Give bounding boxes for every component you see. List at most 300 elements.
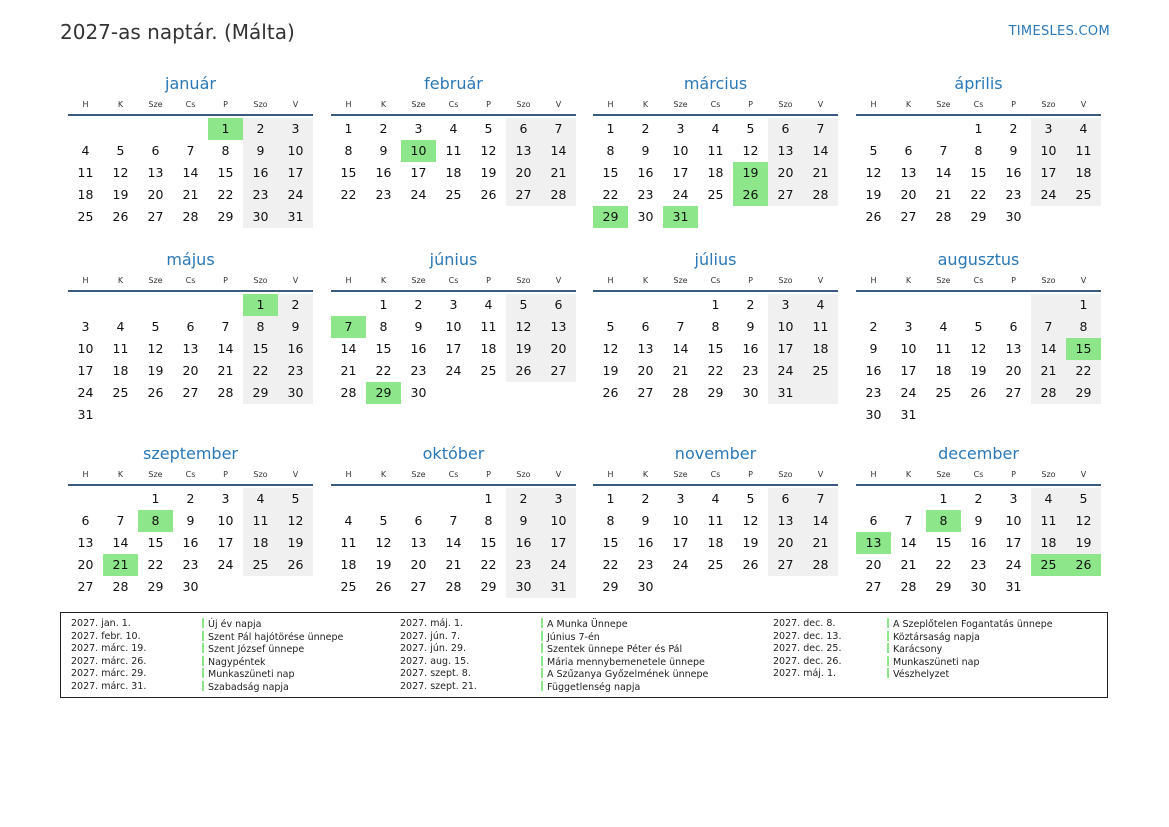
day-cell[interactable]: 23 [637, 187, 654, 202]
day-cell[interactable]: 11 [1040, 513, 1057, 528]
day-cell[interactable]: 5 [116, 143, 125, 158]
day-cell[interactable]: 9 [414, 319, 423, 334]
day-cell[interactable]: 4 [81, 143, 90, 158]
day-cell[interactable]: 28 [550, 187, 567, 202]
day-cell[interactable]: 8 [974, 143, 983, 158]
day-cell[interactable]: 28 [812, 557, 829, 572]
day-cell[interactable]: 15 [375, 341, 392, 356]
day-cell[interactable]: 27 [515, 187, 532, 202]
day-cell[interactable]: 27 [147, 209, 164, 224]
day-cell[interactable]: 9 [746, 319, 755, 334]
site-link[interactable]: TIMESLES.COM [1008, 24, 1110, 39]
day-cell[interactable]: 6 [869, 513, 878, 528]
day-cell[interactable]: 3 [449, 297, 458, 312]
day-cell[interactable]: 26 [287, 557, 304, 572]
day-cell[interactable]: 28 [1040, 385, 1057, 400]
day-cell[interactable]: 28 [672, 385, 689, 400]
day-cell[interactable]: 8 [221, 143, 230, 158]
day-cell[interactable]: 31 [550, 579, 567, 594]
day-cell[interactable]: 5 [974, 319, 983, 334]
day-cell[interactable]: 12 [112, 165, 129, 180]
day-cell[interactable]: 12 [602, 341, 619, 356]
day-cell[interactable]: 25 [77, 209, 94, 224]
day-cell[interactable]: 18 [112, 363, 129, 378]
day-cell[interactable]: 21 [935, 187, 952, 202]
day-cell[interactable]: 7 [449, 513, 458, 528]
day-cell[interactable]: 12 [515, 319, 532, 334]
day-cell[interactable]: 2 [519, 491, 528, 506]
day-cell[interactable]: 18 [1075, 165, 1092, 180]
day-cell[interactable]: 7 [554, 121, 563, 136]
day-cell[interactable]: 23 [1005, 187, 1022, 202]
day-cell[interactable]: 2 [414, 297, 423, 312]
day-cell[interactable]: 18 [707, 165, 724, 180]
day-cell[interactable]: 8 [379, 319, 388, 334]
day-cell[interactable]: 27 [865, 579, 882, 594]
day-cell[interactable]: 10 [550, 513, 567, 528]
day-cell[interactable]: 1 [711, 297, 720, 312]
day-cell[interactable]: 20 [77, 557, 94, 572]
day-cell[interactable]: 3 [221, 491, 230, 506]
day-cell[interactable]: 17 [1040, 165, 1057, 180]
day-cell[interactable]: 25 [812, 363, 829, 378]
day-cell[interactable]: 5 [519, 297, 528, 312]
holiday-day-cell[interactable]: 15 [1066, 338, 1101, 360]
day-cell[interactable]: 17 [1005, 535, 1022, 550]
day-cell[interactable]: 2 [291, 297, 300, 312]
day-cell[interactable]: 11 [707, 143, 724, 158]
day-cell[interactable]: 29 [1075, 385, 1092, 400]
day-cell[interactable]: 13 [550, 319, 567, 334]
day-cell[interactable]: 24 [1040, 187, 1057, 202]
day-cell[interactable]: 2 [379, 121, 388, 136]
day-cell[interactable]: 9 [186, 513, 195, 528]
day-cell[interactable]: 21 [340, 363, 357, 378]
day-cell[interactable]: 24 [287, 187, 304, 202]
day-cell[interactable]: 11 [445, 143, 462, 158]
day-cell[interactable]: 22 [217, 187, 234, 202]
day-cell[interactable]: 11 [252, 513, 269, 528]
day-cell[interactable]: 10 [1040, 143, 1057, 158]
day-cell[interactable]: 4 [711, 491, 720, 506]
day-cell[interactable]: 21 [1040, 363, 1057, 378]
holiday-day-cell[interactable]: 8 [926, 510, 961, 532]
day-cell[interactable]: 20 [777, 535, 794, 550]
day-cell[interactable]: 20 [147, 187, 164, 202]
day-cell[interactable]: 22 [480, 557, 497, 572]
day-cell[interactable]: 30 [410, 385, 427, 400]
day-cell[interactable]: 21 [217, 363, 234, 378]
day-cell[interactable]: 2 [869, 319, 878, 334]
day-cell[interactable]: 1 [606, 491, 615, 506]
day-cell[interactable]: 11 [77, 165, 94, 180]
day-cell[interactable]: 2 [186, 491, 195, 506]
day-cell[interactable]: 13 [637, 341, 654, 356]
day-cell[interactable]: 13 [777, 513, 794, 528]
day-cell[interactable]: 27 [410, 579, 427, 594]
day-cell[interactable]: 16 [515, 535, 532, 550]
day-cell[interactable]: 17 [672, 165, 689, 180]
day-cell[interactable]: 12 [742, 143, 759, 158]
day-cell[interactable]: 20 [637, 363, 654, 378]
day-cell[interactable]: 18 [480, 341, 497, 356]
day-cell[interactable]: 14 [217, 341, 234, 356]
day-cell[interactable]: 14 [1040, 341, 1057, 356]
day-cell[interactable]: 28 [900, 579, 917, 594]
day-cell[interactable]: 20 [182, 363, 199, 378]
day-cell[interactable]: 23 [970, 557, 987, 572]
day-cell[interactable]: 9 [641, 143, 650, 158]
day-cell[interactable]: 1 [344, 121, 353, 136]
day-cell[interactable]: 6 [781, 121, 790, 136]
day-cell[interactable]: 31 [777, 385, 794, 400]
day-cell[interactable]: 12 [375, 535, 392, 550]
holiday-day-cell[interactable]: 10 [401, 140, 436, 162]
day-cell[interactable]: 4 [1044, 491, 1053, 506]
day-cell[interactable]: 15 [480, 535, 497, 550]
day-cell[interactable]: 28 [935, 209, 952, 224]
day-cell[interactable]: 8 [711, 319, 720, 334]
day-cell[interactable]: 21 [812, 165, 829, 180]
day-cell[interactable]: 2 [641, 121, 650, 136]
day-cell[interactable]: 19 [147, 363, 164, 378]
day-cell[interactable]: 3 [676, 491, 685, 506]
day-cell[interactable]: 14 [112, 535, 129, 550]
day-cell[interactable]: 6 [641, 319, 650, 334]
day-cell[interactable]: 21 [445, 557, 462, 572]
day-cell[interactable]: 11 [112, 341, 129, 356]
day-cell[interactable]: 11 [340, 535, 357, 550]
day-cell[interactable]: 4 [1079, 121, 1088, 136]
day-cell[interactable]: 6 [414, 513, 423, 528]
day-cell[interactable]: 19 [515, 341, 532, 356]
day-cell[interactable]: 6 [1009, 319, 1018, 334]
day-cell[interactable]: 16 [637, 535, 654, 550]
day-cell[interactable]: 6 [519, 121, 528, 136]
day-cell[interactable]: 7 [816, 121, 825, 136]
day-cell[interactable]: 24 [445, 363, 462, 378]
day-cell[interactable]: 14 [900, 535, 917, 550]
day-cell[interactable]: 21 [182, 187, 199, 202]
day-cell[interactable]: 3 [904, 319, 913, 334]
day-cell[interactable]: 19 [865, 187, 882, 202]
day-cell[interactable]: 27 [1005, 385, 1022, 400]
day-cell[interactable]: 2 [1009, 121, 1018, 136]
day-cell[interactable]: 17 [777, 341, 794, 356]
day-cell[interactable]: 16 [287, 341, 304, 356]
day-cell[interactable]: 14 [445, 535, 462, 550]
day-cell[interactable]: 22 [375, 363, 392, 378]
day-cell[interactable]: 24 [1005, 557, 1022, 572]
day-cell[interactable]: 12 [1075, 513, 1092, 528]
holiday-day-cell[interactable]: 13 [856, 532, 891, 554]
day-cell[interactable]: 19 [602, 363, 619, 378]
day-cell[interactable]: 25 [252, 557, 269, 572]
day-cell[interactable]: 9 [1009, 143, 1018, 158]
day-cell[interactable]: 25 [707, 557, 724, 572]
day-cell[interactable]: 17 [900, 363, 917, 378]
day-cell[interactable]: 13 [182, 341, 199, 356]
day-cell[interactable]: 5 [151, 319, 160, 334]
day-cell[interactable]: 1 [939, 491, 948, 506]
day-cell[interactable]: 30 [287, 385, 304, 400]
day-cell[interactable]: 1 [606, 121, 615, 136]
day-cell[interactable]: 13 [147, 165, 164, 180]
day-cell[interactable]: 9 [974, 513, 983, 528]
day-cell[interactable]: 29 [970, 209, 987, 224]
day-cell[interactable]: 16 [375, 165, 392, 180]
day-cell[interactable]: 17 [77, 363, 94, 378]
day-cell[interactable]: 11 [480, 319, 497, 334]
day-cell[interactable]: 31 [287, 209, 304, 224]
day-cell[interactable]: 22 [602, 187, 619, 202]
day-cell[interactable]: 8 [606, 513, 615, 528]
day-cell[interactable]: 29 [252, 385, 269, 400]
day-cell[interactable]: 16 [252, 165, 269, 180]
day-cell[interactable]: 26 [865, 209, 882, 224]
day-cell[interactable]: 30 [515, 579, 532, 594]
day-cell[interactable]: 23 [182, 557, 199, 572]
day-cell[interactable]: 8 [484, 513, 493, 528]
day-cell[interactable]: 15 [147, 535, 164, 550]
day-cell[interactable]: 16 [410, 341, 427, 356]
day-cell[interactable]: 16 [637, 165, 654, 180]
holiday-day-cell[interactable]: 26 [733, 184, 768, 206]
day-cell[interactable]: 19 [742, 535, 759, 550]
day-cell[interactable]: 1 [1079, 297, 1088, 312]
holiday-day-cell[interactable]: 25 [1031, 554, 1066, 576]
day-cell[interactable]: 3 [676, 121, 685, 136]
day-cell[interactable]: 2 [641, 491, 650, 506]
day-cell[interactable]: 26 [742, 557, 759, 572]
day-cell[interactable]: 17 [410, 165, 427, 180]
holiday-day-cell[interactable]: 1 [243, 294, 278, 316]
day-cell[interactable]: 22 [602, 557, 619, 572]
day-cell[interactable]: 18 [252, 535, 269, 550]
day-cell[interactable]: 3 [554, 491, 563, 506]
day-cell[interactable]: 6 [151, 143, 160, 158]
day-cell[interactable]: 31 [77, 407, 94, 422]
day-cell[interactable]: 21 [672, 363, 689, 378]
holiday-day-cell[interactable]: 31 [663, 206, 698, 228]
day-cell[interactable]: 12 [287, 513, 304, 528]
day-cell[interactable]: 8 [344, 143, 353, 158]
day-cell[interactable]: 14 [935, 165, 952, 180]
day-cell[interactable]: 30 [742, 385, 759, 400]
day-cell[interactable]: 16 [1005, 165, 1022, 180]
day-cell[interactable]: 18 [340, 557, 357, 572]
day-cell[interactable]: 26 [970, 385, 987, 400]
day-cell[interactable]: 20 [550, 341, 567, 356]
day-cell[interactable]: 15 [252, 341, 269, 356]
day-cell[interactable]: 14 [182, 165, 199, 180]
day-cell[interactable]: 26 [147, 385, 164, 400]
day-cell[interactable]: 12 [480, 143, 497, 158]
day-cell[interactable]: 8 [256, 319, 265, 334]
day-cell[interactable]: 10 [672, 513, 689, 528]
day-cell[interactable]: 24 [672, 187, 689, 202]
day-cell[interactable]: 18 [812, 341, 829, 356]
day-cell[interactable]: 19 [1075, 535, 1092, 550]
day-cell[interactable]: 14 [340, 341, 357, 356]
day-cell[interactable]: 11 [707, 513, 724, 528]
day-cell[interactable]: 5 [869, 143, 878, 158]
day-cell[interactable]: 2 [746, 297, 755, 312]
day-cell[interactable]: 23 [252, 187, 269, 202]
day-cell[interactable]: 16 [742, 341, 759, 356]
day-cell[interactable]: 13 [77, 535, 94, 550]
day-cell[interactable]: 3 [291, 121, 300, 136]
day-cell[interactable]: 24 [77, 385, 94, 400]
day-cell[interactable]: 31 [1005, 579, 1022, 594]
day-cell[interactable]: 30 [637, 209, 654, 224]
day-cell[interactable]: 7 [1044, 319, 1053, 334]
day-cell[interactable]: 8 [1079, 319, 1088, 334]
holiday-day-cell[interactable]: 21 [103, 554, 138, 576]
day-cell[interactable]: 4 [816, 297, 825, 312]
day-cell[interactable]: 12 [742, 513, 759, 528]
day-cell[interactable]: 10 [217, 513, 234, 528]
day-cell[interactable]: 24 [217, 557, 234, 572]
day-cell[interactable]: 16 [182, 535, 199, 550]
day-cell[interactable]: 23 [287, 363, 304, 378]
day-cell[interactable]: 29 [480, 579, 497, 594]
day-cell[interactable]: 6 [904, 143, 913, 158]
day-cell[interactable]: 5 [379, 513, 388, 528]
day-cell[interactable]: 25 [480, 363, 497, 378]
day-cell[interactable]: 1 [484, 491, 493, 506]
day-cell[interactable]: 4 [711, 121, 720, 136]
day-cell[interactable]: 15 [970, 165, 987, 180]
day-cell[interactable]: 19 [112, 187, 129, 202]
day-cell[interactable]: 17 [445, 341, 462, 356]
day-cell[interactable]: 14 [672, 341, 689, 356]
day-cell[interactable]: 9 [291, 319, 300, 334]
day-cell[interactable]: 7 [221, 319, 230, 334]
day-cell[interactable]: 28 [217, 385, 234, 400]
day-cell[interactable]: 14 [812, 513, 829, 528]
day-cell[interactable]: 4 [449, 121, 458, 136]
day-cell[interactable]: 25 [340, 579, 357, 594]
day-cell[interactable]: 1 [974, 121, 983, 136]
day-cell[interactable]: 10 [777, 319, 794, 334]
day-cell[interactable]: 18 [77, 187, 94, 202]
day-cell[interactable]: 11 [812, 319, 829, 334]
day-cell[interactable]: 17 [217, 535, 234, 550]
day-cell[interactable]: 3 [1009, 491, 1018, 506]
day-cell[interactable]: 7 [676, 319, 685, 334]
day-cell[interactable]: 19 [480, 165, 497, 180]
day-cell[interactable]: 22 [970, 187, 987, 202]
day-cell[interactable]: 4 [344, 513, 353, 528]
day-cell[interactable]: 26 [480, 187, 497, 202]
day-cell[interactable]: 22 [935, 557, 952, 572]
day-cell[interactable]: 11 [935, 341, 952, 356]
day-cell[interactable]: 3 [81, 319, 90, 334]
day-cell[interactable]: 18 [707, 535, 724, 550]
day-cell[interactable]: 10 [672, 143, 689, 158]
day-cell[interactable]: 6 [781, 491, 790, 506]
day-cell[interactable]: 9 [519, 513, 528, 528]
holiday-day-cell[interactable]: 29 [593, 206, 628, 228]
day-cell[interactable]: 23 [637, 557, 654, 572]
day-cell[interactable]: 22 [1075, 363, 1092, 378]
day-cell[interactable]: 19 [375, 557, 392, 572]
day-cell[interactable]: 10 [1005, 513, 1022, 528]
day-cell[interactable]: 20 [865, 557, 882, 572]
day-cell[interactable]: 20 [515, 165, 532, 180]
day-cell[interactable]: 4 [939, 319, 948, 334]
day-cell[interactable]: 27 [77, 579, 94, 594]
day-cell[interactable]: 24 [777, 363, 794, 378]
day-cell[interactable]: 4 [116, 319, 125, 334]
day-cell[interactable]: 9 [256, 143, 265, 158]
day-cell[interactable]: 30 [865, 407, 882, 422]
day-cell[interactable]: 23 [515, 557, 532, 572]
day-cell[interactable]: 5 [291, 491, 300, 506]
day-cell[interactable]: 28 [812, 187, 829, 202]
day-cell[interactable]: 27 [777, 557, 794, 572]
day-cell[interactable]: 1 [151, 491, 160, 506]
day-cell[interactable]: 6 [81, 513, 90, 528]
day-cell[interactable]: 20 [777, 165, 794, 180]
day-cell[interactable]: 13 [900, 165, 917, 180]
day-cell[interactable]: 23 [410, 363, 427, 378]
holiday-day-cell[interactable]: 8 [138, 510, 173, 532]
day-cell[interactable]: 31 [900, 407, 917, 422]
day-cell[interactable]: 15 [340, 165, 357, 180]
day-cell[interactable]: 27 [900, 209, 917, 224]
day-cell[interactable]: 22 [707, 363, 724, 378]
holiday-day-cell[interactable]: 7 [331, 316, 366, 338]
day-cell[interactable]: 28 [112, 579, 129, 594]
day-cell[interactable]: 30 [252, 209, 269, 224]
day-cell[interactable]: 5 [1079, 491, 1088, 506]
day-cell[interactable]: 17 [672, 535, 689, 550]
day-cell[interactable]: 10 [900, 341, 917, 356]
day-cell[interactable]: 15 [707, 341, 724, 356]
day-cell[interactable]: 15 [217, 165, 234, 180]
day-cell[interactable]: 26 [375, 579, 392, 594]
day-cell[interactable]: 25 [707, 187, 724, 202]
day-cell[interactable]: 12 [865, 165, 882, 180]
day-cell[interactable]: 4 [484, 297, 493, 312]
day-cell[interactable]: 9 [379, 143, 388, 158]
day-cell[interactable]: 25 [1075, 187, 1092, 202]
day-cell[interactable]: 24 [410, 187, 427, 202]
day-cell[interactable]: 3 [1044, 121, 1053, 136]
day-cell[interactable]: 30 [182, 579, 199, 594]
day-cell[interactable]: 13 [1005, 341, 1022, 356]
day-cell[interactable]: 6 [554, 297, 563, 312]
day-cell[interactable]: 20 [1005, 363, 1022, 378]
day-cell[interactable]: 14 [812, 143, 829, 158]
day-cell[interactable]: 11 [1075, 143, 1092, 158]
day-cell[interactable]: 29 [707, 385, 724, 400]
day-cell[interactable]: 28 [445, 579, 462, 594]
day-cell[interactable]: 20 [410, 557, 427, 572]
day-cell[interactable]: 6 [186, 319, 195, 334]
day-cell[interactable]: 9 [641, 513, 650, 528]
day-cell[interactable]: 4 [256, 491, 265, 506]
day-cell[interactable]: 1 [379, 297, 388, 312]
day-cell[interactable]: 2 [256, 121, 265, 136]
day-cell[interactable]: 18 [445, 165, 462, 180]
holiday-day-cell[interactable]: 1 [208, 118, 243, 140]
day-cell[interactable]: 29 [935, 579, 952, 594]
day-cell[interactable]: 3 [781, 297, 790, 312]
day-cell[interactable]: 23 [375, 187, 392, 202]
